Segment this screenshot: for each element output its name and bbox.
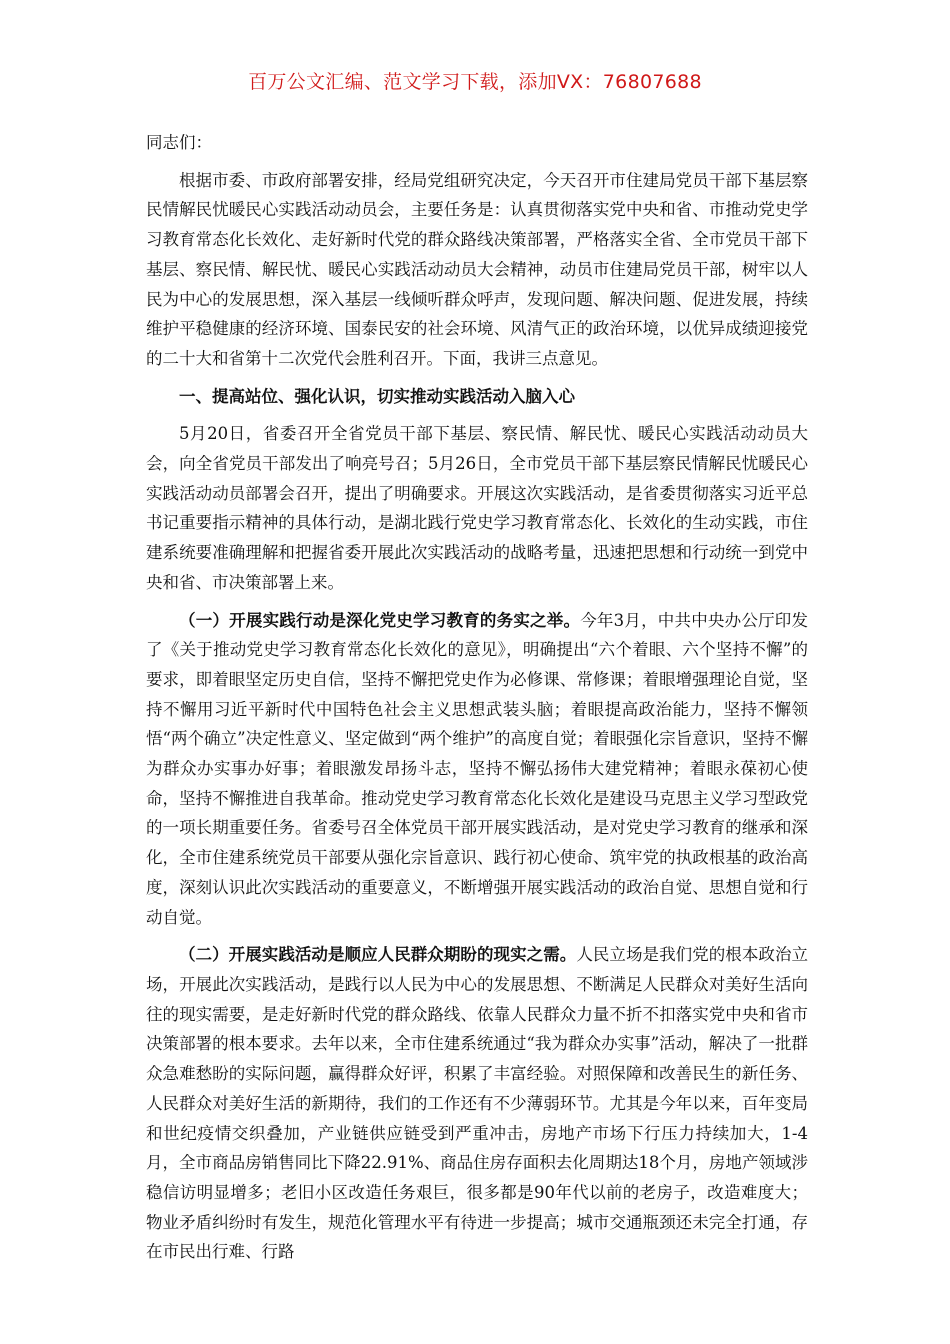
salutation: 同志们：: [146, 133, 212, 152]
document-body: [146, 128, 808, 1275]
subsection-2-title: （二）开展实践活动是顺应人民群众期盼的现实之需。: [179, 945, 577, 965]
header-banner: 百万公文汇编、范文学习下载，添加VX：76807688: [248, 71, 702, 93]
subsection-2-paragraph: [146, 940, 808, 1267]
subsection-2-body: 人民立场是我们党的根本政治立场，开展此次实践活动，是践行以人民为中心的发展思想、不断满足人民群众对美好生活向往的现实需要，是走好新时代党的群众路线、依靠人民群众力量不折不扣落实党中央和省市决策部署的根本要求。去年以来，全市住建系统通过“我为群众办实事”活动，解决了一批群众急难愁盼的实际问题，赢得群众好评，积累了丰富经验。对照保障和改善民生的新任务、人民群众对美好生活的新期待，我们的工作还有不少薄弱环节。尤其是今年以来，百年变局和世纪疫情交织叠加，产业链供应链受到严重冲击，房地产市场下行压力持续加大，1-4月，全市商品房销售同比下降22.91%、商品住房存面积去化周期达18个月，房地产领域涉稳信访明显增多；老旧小区改造任务艰巨，很多都是90年代以前的老房子，改造难度大；物业矛盾纠纷时有发生，规范化管理水平有待进一步提高；城市交通瓶颈还未完全打通，存在市民出行难、行路: [146, 945, 809, 1262]
subsection-1-body: 今年3月，中共中央办公厅印发了《关于推动党史学习教育常态化长效化的意见》，明确提出“六个着眼、六个坚持不懈”的要求，即着眼坚定历史自信，坚持不懈把党史作为必修课、常修课；着眼增强理论自觉，坚持不懈用习近平新时代中国特色社会主义思想武装头脑；着眼提高政治能力，坚持不懈领悟“两个确立”决定性意义、坚定做到“两个维护”的高度自觉；着眼强化宗旨意识，坚持不懈为群众办实事办好事；着眼激发昂扬斗志，坚持不懈弘扬伟大建党精神；着眼永葆初心使命，坚持不懈推进自我革命。推动党史学习教育常态化长效化是建设马克思主义学习型政党的一项长期重要任务。省委号召全体党员干部开展实践活动，是对党史学习教育的继承和深化，全市住建系统党员干部要从强化宗旨意识、践行初心使命、筑牢党的执政根基的政治高度，深刻认识此次实践活动的重要意义，不断增强开展实践活动的政治自觉、思想自觉和行动自觉。: [146, 610, 809, 927]
subsection-1-paragraph: [146, 606, 808, 933]
subsection-1-title: （一）开展实践行动是深化党史学习教育的务实之举。: [179, 610, 581, 630]
intro-paragraph: 根据市委、市政府部署安排，经局党组研究决定，今天召开市住建局党员干部下基层察民情解民忧暖民心实践活动动员会，主要任务是：认真贯彻落实党中央和省、市推动党史学习教育常态化长效化、走好新时代党的群众路线决策部署，严格落实全省、全市党员干部下基层、察民情、解民忧、暖民心实践活动动员大会精神，动员市住建局党员干部，树牢以人民为中心的发展思想，深入基层一线倾听群众呼声，发现问题、解决问题、促进发展，持续维护平稳健康的经济环境、国泰民安的社会环境、风清气正的政治环境，以优异成绩迎接党的二十大和省第十二次党代会胜利召开。下面，我讲三点意见。: [146, 170, 808, 368]
section-1-heading: 一、提高站位、强化认识，切实推动实践活动入脑入心: [179, 386, 575, 406]
section-1-paragraph: 5月20日，省委召开全省党员干部下基层、察民情、解民忧、暖民心实践活动动员大会，向全省党员干部发出了响亮号召；5月26日，全市党员干部下基层察民情解民忧暖民心实践活动动员部署会召开，提出了明确要求。开展这次实践活动，是省委贯彻落实习近平总书记重要指示精神的具体行动，是湖北践行党史学习教育常态化、长效化的生动实践，市住建系统要准确理解和把握省委开展此次实践活动的战略考量，迅速把思想和行动统一到党中央和省、市决策部署上来。: [146, 424, 808, 592]
